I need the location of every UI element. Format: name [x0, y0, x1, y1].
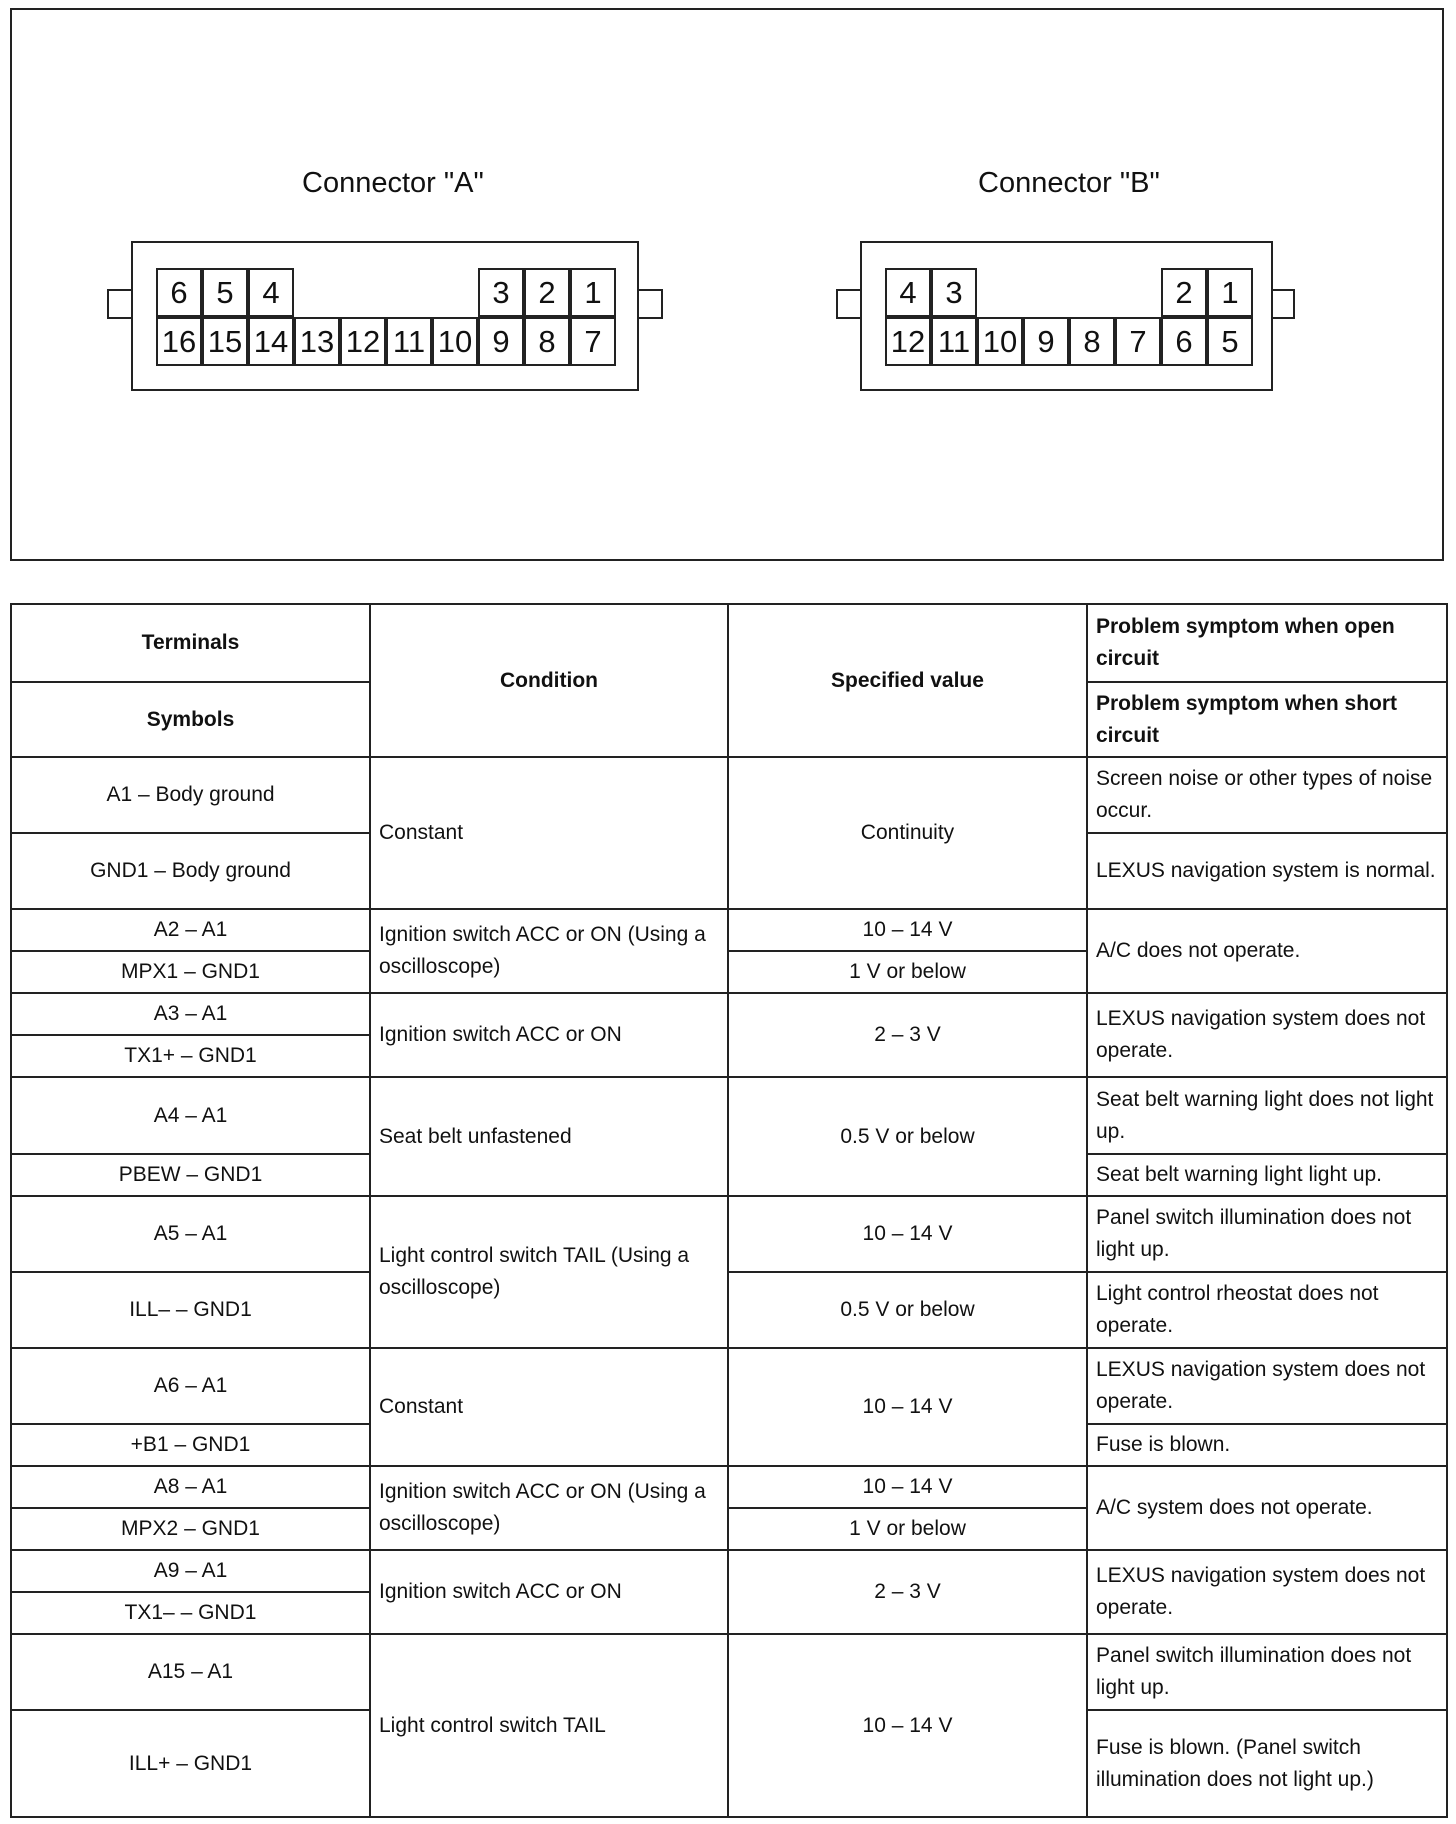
- condition-cell: Ignition switch ACC or ON (Using a oscilloscope): [370, 1466, 728, 1550]
- value-cell: 10 – 14 V: [728, 1348, 1087, 1466]
- value-cell: 10 – 14 V: [728, 1466, 1087, 1508]
- value-cell: 2 – 3 V: [728, 993, 1087, 1077]
- connector-a-pin: 4: [248, 268, 294, 317]
- table-row: [11, 1272, 1447, 1348]
- terminal-cell: A8 – A1: [11, 1466, 370, 1508]
- connector-b-pin: 4: [885, 268, 931, 317]
- short-symptom-cell: Fuse is blown.: [1087, 1424, 1447, 1466]
- connector-b-pin: [1023, 268, 1069, 317]
- table-row: [11, 1348, 1447, 1424]
- condition-cell: Light control switch TAIL: [370, 1634, 728, 1817]
- connector-a-pin: 10: [432, 317, 478, 366]
- connector-a-pin: 3: [478, 268, 524, 317]
- value-cell: Continuity: [728, 757, 1087, 909]
- value-cell: 10 – 14 V: [728, 909, 1087, 951]
- open-symptom-cell: Panel switch illumination does not light up.: [1087, 1634, 1447, 1710]
- value-cell: 0.5 V or below: [728, 1272, 1087, 1348]
- connector-a-pin: 16: [156, 317, 202, 366]
- connector-b-pin: 1: [1207, 268, 1253, 317]
- value-cell: 2 – 3 V: [728, 1550, 1087, 1634]
- symbol-cell: GND1 – Body ground: [11, 833, 370, 909]
- header-terminals: Terminals: [11, 604, 370, 682]
- table-row: [11, 1196, 1447, 1272]
- connector-a-pin: 8: [524, 317, 570, 366]
- connector-b-pin: 12: [885, 317, 931, 366]
- connector-b-pin: 7: [1115, 317, 1161, 366]
- short-symptom-cell: Light control rheostat does not operate.: [1087, 1272, 1447, 1348]
- condition-cell: Constant: [370, 757, 728, 909]
- symbol-cell: MPX1 – GND1: [11, 951, 370, 993]
- value-cell: 10 – 14 V: [728, 1634, 1087, 1817]
- connector-a-pin: 1: [570, 268, 616, 317]
- connector-b-pin: 8: [1069, 317, 1115, 366]
- symbol-cell: PBEW – GND1: [11, 1154, 370, 1196]
- symptom-cell: A/C does not operate.: [1087, 909, 1447, 993]
- symbol-cell: ILL+ – GND1: [11, 1710, 370, 1817]
- table-row: [11, 757, 1447, 833]
- open-symptom-cell: Screen noise or other types of noise occur.: [1087, 757, 1447, 833]
- header-short-circuit: Problem symptom when short circuit: [1087, 682, 1447, 757]
- terminal-cell: A2 – A1: [11, 909, 370, 951]
- connector-a-pin: [294, 268, 340, 317]
- connector-b-pin: 6: [1161, 317, 1207, 366]
- connector-b-pin: [977, 268, 1023, 317]
- connector-b-pin: 10: [977, 317, 1023, 366]
- connector-a-pin: 12: [340, 317, 386, 366]
- open-symptom-cell: Panel switch illumination does not light up.: [1087, 1196, 1447, 1272]
- connector-b-pin: 5: [1207, 317, 1253, 366]
- terminal-cell: A1 – Body ground: [11, 757, 370, 833]
- connector-a-pin: [386, 268, 432, 317]
- connector-a-left-tab: [107, 289, 133, 319]
- condition-cell: Constant: [370, 1348, 728, 1466]
- connector-a-pin: 6: [156, 268, 202, 317]
- connector-a-pin: 9: [478, 317, 524, 366]
- connector-diagram: [10, 8, 1444, 561]
- connector-a-pin: 7: [570, 317, 616, 366]
- terminal-cell: A4 – A1: [11, 1077, 370, 1154]
- connector-b-pin: 9: [1023, 317, 1069, 366]
- connector-b-title: Connector "B": [978, 167, 1160, 199]
- table-row: [11, 1550, 1447, 1592]
- connector-a-pin: [432, 268, 478, 317]
- open-symptom-cell: LEXUS navigation system does not operate.: [1087, 1348, 1447, 1424]
- table-row: [11, 993, 1447, 1035]
- connector-a-pin: 2: [524, 268, 570, 317]
- value-cell: 1 V or below: [728, 1508, 1087, 1550]
- header-symbols: Symbols: [11, 682, 370, 757]
- condition-cell: Ignition switch ACC or ON: [370, 1550, 728, 1634]
- symptom-cell: LEXUS navigation system does not operate.: [1087, 993, 1447, 1077]
- terminal-cell: A6 – A1: [11, 1348, 370, 1424]
- symbol-cell: MPX2 – GND1: [11, 1508, 370, 1550]
- connector-b-pin: 3: [931, 268, 977, 317]
- connector-a-right-tab: [637, 289, 663, 319]
- condition-cell: Ignition switch ACC or ON (Using a oscilloscope): [370, 909, 728, 993]
- short-symptom-cell: LEXUS navigation system is normal.: [1087, 833, 1447, 909]
- connector-a-pin: 11: [386, 317, 432, 366]
- connector-a-pin: 13: [294, 317, 340, 366]
- table-row: [11, 909, 1447, 951]
- connector-b-left-tab: [836, 289, 862, 319]
- value-cell: 0.5 V or below: [728, 1077, 1087, 1196]
- condition-cell: Ignition switch ACC or ON: [370, 993, 728, 1077]
- symptom-cell: A/C system does not operate.: [1087, 1466, 1447, 1550]
- connector-b-pin: [1069, 268, 1115, 317]
- open-symptom-cell: Seat belt warning light does not light up.: [1087, 1077, 1447, 1154]
- symptom-cell: LEXUS navigation system does not operate.: [1087, 1550, 1447, 1634]
- table-row: [11, 1634, 1447, 1710]
- condition-cell: Seat belt unfastened: [370, 1077, 728, 1196]
- terminal-cell: A15 – A1: [11, 1634, 370, 1710]
- symbol-cell: +B1 – GND1: [11, 1424, 370, 1466]
- header-open-circuit: Problem symptom when open circuit: [1087, 604, 1447, 682]
- table-row: [11, 1077, 1447, 1154]
- short-symptom-cell: Seat belt warning light light up.: [1087, 1154, 1447, 1196]
- connector-a-pin: 15: [202, 317, 248, 366]
- terminal-cell: A5 – A1: [11, 1196, 370, 1272]
- connector-b-pin: [1115, 268, 1161, 317]
- condition-cell: Light control switch TAIL (Using a oscilloscope): [370, 1196, 728, 1348]
- table-row: [11, 1466, 1447, 1508]
- short-symptom-cell: Fuse is blown. (Panel switch illumination does not light up.): [1087, 1710, 1447, 1817]
- symbol-cell: TX1– – GND1: [11, 1592, 370, 1634]
- connector-a-pin: 14: [248, 317, 294, 366]
- connector-b-pin: 11: [931, 317, 977, 366]
- header-specified-value: Specified value: [728, 604, 1087, 757]
- symbol-cell: TX1+ – GND1: [11, 1035, 370, 1077]
- terminal-cell: A3 – A1: [11, 993, 370, 1035]
- symbol-cell: ILL– – GND1: [11, 1272, 370, 1348]
- connector-b-pin: 2: [1161, 268, 1207, 317]
- header-condition: Condition: [370, 604, 728, 757]
- connector-a-pin: 5: [202, 268, 248, 317]
- terminal-cell: A9 – A1: [11, 1550, 370, 1592]
- value-cell: 10 – 14 V: [728, 1196, 1087, 1272]
- value-cell: 1 V or below: [728, 951, 1087, 993]
- connector-a-title: Connector "A": [302, 167, 484, 199]
- connector-a-pin: [340, 268, 386, 317]
- terminal-spec-table: [10, 603, 1448, 1818]
